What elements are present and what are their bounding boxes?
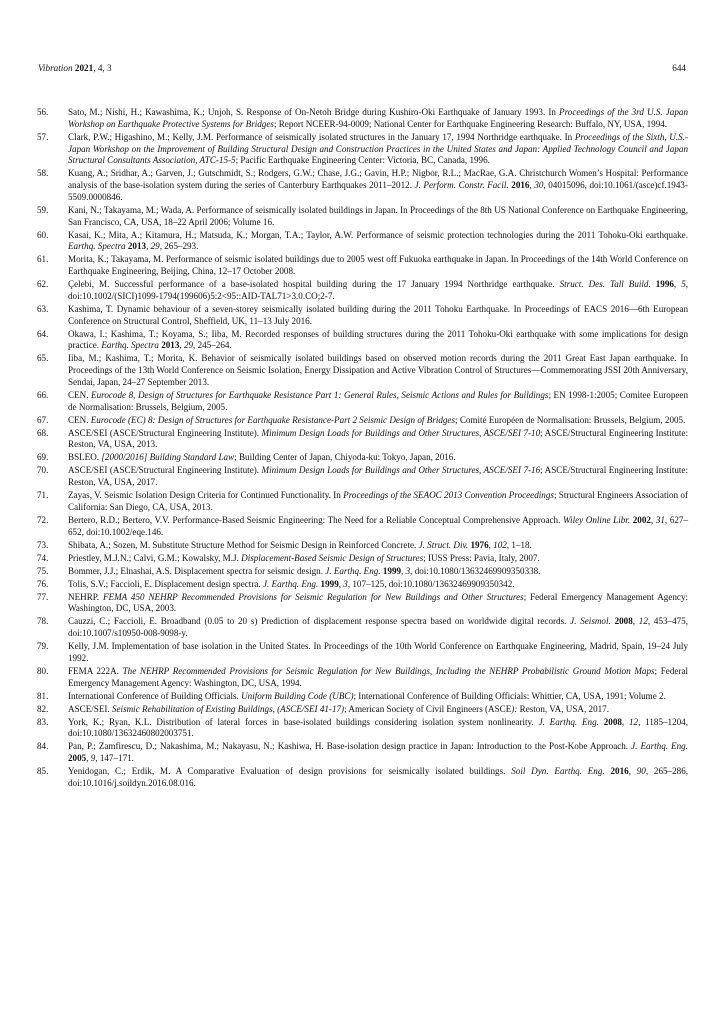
- reference-number: 83.: [37, 716, 49, 727]
- reference-year: 1976: [470, 539, 489, 550]
- reference-segment: CEN.: [68, 414, 91, 425]
- reference-italic-segment: Minimum Design Loads for Buildings and Other Structures, ASCE/SEI 7-16: [261, 465, 541, 476]
- reference-item: [37, 741, 688, 765]
- reference-item: [37, 579, 688, 591]
- reference-segment: Zayas, V. Seismic Isolation Design Criteria for Continued Functionality. In: [68, 490, 344, 500]
- reference-text: [68, 353, 688, 387]
- reference-number: 76.: [37, 578, 49, 589]
- reference-text: [68, 390, 688, 412]
- reference-italic-segment: FEMA 450 NEHRP Recommended Provisions for Seismic Regulation for New Buildings and Other Structures: [102, 591, 524, 602]
- reference-segment: ASCE/SEI (ASCE/Structural Engineering Institute).: [68, 465, 262, 476]
- reference-year: 1999: [382, 565, 402, 576]
- reference-year: 2008: [603, 716, 622, 727]
- reference-segment: ; EN 1998-1:2005; Comitee Europeen de Normalisation: Brussels, Belgium, 2005.: [68, 389, 689, 412]
- reference-number: 67.: [37, 414, 49, 425]
- reference-segment: ,: [146, 241, 151, 252]
- reference-segment: , 453–475, doi:10.1007/s10950-008-9098-y.: [68, 616, 689, 638]
- reference-year: 2005: [68, 753, 87, 763]
- reference-item: [37, 205, 688, 229]
- reference-item: [37, 666, 688, 690]
- reference-segment: Shibata, A.; Sozen, M. Substitute Structure Method for Seismic Design in Reinforced Concrete.: [68, 539, 419, 550]
- reference-segment: Bommer, J.J.; Elnashai, A.S. Displacement spectra for seismic design.: [68, 565, 326, 576]
- reference-number: 58.: [37, 168, 49, 179]
- journal-citation: [38, 63, 112, 73]
- reference-item: [37, 304, 688, 328]
- reference-text: [68, 304, 688, 326]
- reference-number: 66.: [37, 389, 49, 400]
- reference-year: 2002: [632, 514, 651, 525]
- reference-segment: , 265–286, doi:10.1016/j.soildyn.2016.08.016.: [68, 766, 689, 788]
- reference-segment: ; Federal Emergency Management Agency: Washington, DC, USA, 2003.: [68, 591, 689, 614]
- journal-volume-issue: , 4, 3: [93, 63, 112, 73]
- reference-number: 84.: [37, 741, 49, 752]
- reference-segment: Sato, M.; Nishi, H.; Kawashima, K.; Unjoh, S. Response of On-Netoh Bridge during Kushiro-Oki Earthquake of January 1993. In: [68, 107, 560, 117]
- reference-text: [68, 666, 688, 688]
- reference-item: [37, 592, 688, 616]
- reference-number: 65.: [37, 353, 49, 364]
- reference-italic-segment: J. Struct. Div.: [418, 539, 469, 550]
- reference-text: [68, 766, 688, 788]
- reference-item: [37, 717, 688, 741]
- reference-item: [37, 254, 688, 278]
- reference-item: [37, 329, 688, 353]
- reference-segment: , 107–125, doi:10.1080/13632469909350342.: [347, 578, 515, 589]
- reference-text: [68, 230, 688, 252]
- journal-year: 2021: [74, 63, 94, 73]
- reference-number: 64.: [37, 328, 49, 339]
- reference-segment: Yenidogan, C.; Erdik, M. A Comparative Evaluation of design provisions for seismically isolated buildings.: [68, 766, 512, 776]
- reference-text: [68, 132, 688, 166]
- reference-segment: ,: [632, 616, 639, 627]
- reference-item: [37, 766, 688, 790]
- reference-number: 57.: [37, 131, 49, 142]
- reference-italic-segment: 12: [638, 616, 648, 627]
- reference-italic-segment: ):: [511, 703, 518, 714]
- reference-text: [68, 415, 685, 425]
- reference-number: 79.: [37, 641, 49, 651]
- reference-text: [68, 616, 688, 638]
- reference-year: 2016: [511, 180, 530, 190]
- reference-year: 2008: [614, 616, 633, 627]
- reference-text: [68, 641, 688, 663]
- reference-segment: FEMA 222A.: [68, 665, 123, 676]
- reference-year: 2016: [610, 766, 629, 776]
- reference-italic-segment: J. Earthq. Eng.: [262, 578, 319, 589]
- reference-segment: , 245–264.: [193, 340, 232, 351]
- reference-text: [68, 691, 666, 701]
- reference-list: [37, 107, 688, 791]
- reference-number: 56.: [37, 107, 49, 117]
- reference-italic-segment: Uniform Building Code (UBC): [241, 690, 354, 701]
- reference-italic-segment: [2000/2016] Building Standard Law: [101, 452, 235, 463]
- reference-item: [37, 553, 688, 565]
- reference-item: [37, 452, 688, 464]
- reference-number: 80.: [37, 665, 49, 676]
- reference-item: [37, 490, 688, 514]
- reference-italic-segment: 5: [681, 279, 686, 289]
- reference-item: [37, 230, 688, 254]
- reference-italic-segment: Proceedings of the 3rd U.S. Japan Workshop on Earthquake Protective Systems for Bridges: [68, 107, 688, 129]
- reference-italic-segment: J. Earthq. Eng.: [325, 565, 381, 576]
- reference-segment: ASCE/SEI.: [68, 703, 112, 714]
- reference-segment: ; IUSS Press: Pavia, Italy, 2007.: [423, 552, 540, 563]
- reference-segment: ; Report NCEER-94-0009; National Center for Earthquake Engineering Research: Buffalo, NY, USA, 1994.: [273, 118, 668, 129]
- reference-segment: ; Pacific Earthquake Engineering Center: Victoria, BC, Canada, 1996.: [235, 155, 490, 166]
- reference-segment: Iiba, M.; Kashima, T.; Morita, K. Behavior of seismically isolated buildings based on observed motion records during the 2011 Great East Japan earthquake. In Proceedings of the 13th World Conference on Seismic Isolation, Energy Dissipation and Active Vibration Control of Structures—Commemorating JSSI 20th Anniversary, Sendai, Japan, 24–27 September 2013.: [68, 353, 688, 387]
- reference-text: [68, 704, 609, 714]
- reference-italic-segment: Seismic Rehabilitation of Existing Buildings, (ASCE/SEI 41-17): [111, 703, 345, 714]
- reference-item: [37, 132, 688, 167]
- reference-italic-segment: Soil Dyn. Earthq. Eng.: [511, 766, 605, 776]
- reference-text: [68, 741, 688, 763]
- reference-text: [68, 452, 456, 462]
- reference-item: [37, 107, 688, 131]
- reference-segment: ; Structural Engineers Association of California: San Diego, CA, USA, 2013.: [68, 490, 688, 512]
- reference-segment: ; International Conference of Building Officials: Whittier, CA, USA, 1991; Volume 2.: [353, 690, 666, 701]
- reference-segment: ASCE/SEI (ASCE/Structural Engineering Institute).: [68, 427, 262, 438]
- reference-segment: , 1185–1204, doi:10.1080/13632460802003751.: [68, 716, 689, 739]
- reference-number: 75.: [37, 565, 49, 576]
- reference-segment: ,: [628, 766, 637, 776]
- reference-number: 62.: [37, 279, 49, 289]
- reference-item: [37, 691, 688, 703]
- reference-text: [68, 717, 688, 739]
- reference-text: [68, 329, 688, 351]
- reference-italic-segment: 29: [183, 340, 194, 351]
- reference-italic-segment: J. Earthq. Eng.: [631, 741, 688, 752]
- reference-italic-segment: 12: [628, 716, 639, 727]
- reference-number: 77.: [37, 591, 49, 602]
- reference-year: 2013: [161, 340, 180, 351]
- reference-segment: , 1–18.: [506, 539, 532, 550]
- reference-segment: ,: [529, 180, 535, 190]
- reference-segment: ,: [338, 578, 344, 589]
- reference-text: [68, 168, 688, 202]
- reference-item: [37, 465, 688, 489]
- reference-segment: ,: [673, 279, 682, 289]
- reference-italic-segment: J. Earthq. Eng.: [538, 716, 599, 727]
- reference-number: 71.: [37, 490, 49, 500]
- journal-name: Vibration: [38, 63, 73, 73]
- reference-segment: Kashima, T. Dynamic behaviour of a seven-storey seismically isolated building during the 2011 Tohoku Earthquake. In Proceedings of EACS 2016—6th European Conference on Structural Control, Sheffield, UK, 11–13 July 2016.: [68, 303, 688, 326]
- reference-text: [68, 515, 688, 537]
- reference-text: [68, 566, 541, 576]
- reference-number: 81.: [37, 690, 49, 701]
- reference-segment: , 627–652, doi:10.1002/eqe.146.: [68, 514, 689, 537]
- reference-text: [68, 279, 688, 301]
- reference-text: [68, 490, 688, 512]
- page-number: 644: [672, 63, 686, 73]
- reference-item: [37, 428, 688, 452]
- reference-segment: ,: [86, 753, 91, 763]
- reference-italic-segment: Earthq. Spectra: [68, 241, 126, 252]
- reference-number: 70.: [37, 465, 49, 476]
- reference-segment: Kelly, J.M. Implementation of base isolation in the United States. In Proceedings of the 10th World Conference on Earthquake Engineering, Madrid, Spain, 19–24 July 1992.: [68, 641, 688, 663]
- reference-segment: Çelebi, M. Successful performance of a base-isolated hospital building during the 17 January 1994 Northridge earthquake.: [68, 279, 560, 289]
- reference-italic-segment: J. Seismol.: [570, 616, 611, 627]
- reference-italic-segment: 9: [90, 753, 96, 763]
- reference-italic-segment: Wiley Online Libr.: [562, 514, 631, 525]
- reference-italic-segment: Minimum Design Loads for Buildings and Other Structures, ASCE/SEI 7-10: [261, 427, 541, 438]
- reference-year: 1996: [655, 279, 674, 289]
- reference-number: 72.: [37, 514, 49, 525]
- reference-year: 2013: [127, 241, 147, 252]
- reference-italic-segment: Displacement-Based Seismic Design of Structures: [241, 552, 424, 563]
- reference-number: 74.: [37, 552, 49, 563]
- reference-segment: ,: [401, 565, 406, 576]
- reference-segment: ; American Society of Civil Engineers (ASCE: [344, 703, 512, 714]
- reference-segment: Clark, P.W.; Higashino, M.; Kelly, J.M. Performance of seismically isolated structures in the January 17, 1994 Northridge earthquake. In: [68, 131, 575, 142]
- reference-number: 59.: [37, 204, 49, 215]
- reference-number: 78.: [37, 616, 49, 627]
- reference-segment: York, K.; Ryan, K.L. Distribution of lateral forces in base-isolated buildings considering isolation system nonlinearity.: [68, 716, 539, 727]
- reference-segment: International Conference of Building Officials.: [68, 690, 242, 701]
- reference-segment: , doi:10.1080/13632469909350338.: [410, 565, 541, 576]
- reference-number: 61.: [37, 254, 49, 265]
- reference-italic-segment: 3: [405, 565, 411, 576]
- reference-segment: ; ASCE/Structural Engineering Institute: Reston, VA, USA, 2013.: [68, 427, 689, 450]
- reference-segment: , 147–171.: [95, 753, 134, 763]
- reference-text: [68, 592, 688, 614]
- reference-item: [37, 540, 688, 552]
- reference-italic-segment: Eurocode (EC) 8: Design of Structures for Earthquake Resistance-Part 2 Seismic Design of Bridges: [90, 414, 456, 425]
- reference-item: [37, 390, 688, 414]
- reference-segment: ,: [488, 539, 494, 550]
- reference-italic-segment: The NEHRP Recommended Provisions for Seismic Regulation for New Buildings, Including the NEHRP Probabilistic Ground Motion Maps: [122, 665, 655, 676]
- reference-item: [37, 168, 688, 203]
- reference-text: [68, 553, 540, 563]
- reference-number: 73.: [37, 539, 49, 550]
- reference-italic-segment: 31: [655, 514, 665, 525]
- reference-segment: ; ASCE/Structural Engineering Institute: Reston, VA, USA, 2017.: [68, 465, 689, 487]
- reference-segment: ; Building Center of Japan, Chiyoda-ku: Tokyo, Japan, 2016.: [234, 452, 456, 463]
- page-header: [38, 63, 686, 77]
- reference-segment: , doi:10.1002/(SICI)1099-1794(199606)5:2<95::AID-TAL71>3.0.CO;2-7.: [68, 279, 689, 301]
- reference-segment: BSLEO.: [68, 452, 102, 463]
- reference-year: 1999: [320, 578, 339, 589]
- reference-segment: CEN.: [68, 389, 92, 400]
- reference-segment: Bertero, R.D.; Bertero, V.V. Performance-Based Seismic Engineering: The Need for a Reliable Conceptual Comprehensive Approach.: [68, 514, 563, 525]
- reference-text: [68, 428, 688, 450]
- reference-item: [37, 515, 688, 539]
- reference-item: [37, 415, 688, 427]
- reference-italic-segment: Earthq. Spectra: [101, 340, 159, 351]
- reference-text: [68, 254, 688, 276]
- reference-italic-segment: 90: [636, 766, 646, 776]
- reference-number: 60.: [37, 229, 49, 240]
- reference-item: [37, 616, 688, 640]
- reference-italic-segment: 102: [493, 539, 507, 550]
- reference-segment: ; Federal Emergency Management Agency: Washington, DC, USA, 1994.: [68, 665, 689, 688]
- reference-text: [68, 205, 688, 227]
- reference-segment: ,: [650, 514, 656, 525]
- reference-segment: Kani, N.; Takayama, M.; Wada, A. Performance of seismically isolated buildings in Japan. In Proceedings of the 8th US National Conference on Earthquake Engineering, San Francisco, CA, USA, 18–22 April 2006; Volume 16.: [68, 204, 688, 227]
- reference-item: [37, 704, 688, 716]
- reference-segment: , 265–293.: [159, 241, 199, 252]
- reference-segment: Kuang, A.; Sridhar, A.; Garven, J.; Gutschmidt, S.; Rodgers, G.W.; Chase, J.G.; Gavin, H.P.; Nigbor, R.L.; MacRae, G.A. Christchurch Women’s Hospital: Performance analysis of the base-isolation system during the series of Canterbury Earthquakes 2011–2012.: [68, 168, 688, 190]
- reference-italic-segment: 29: [150, 241, 160, 252]
- reference-segment: ,: [179, 340, 184, 351]
- reference-item: [37, 566, 688, 578]
- reference-number: 82.: [37, 703, 49, 714]
- reference-italic-segment: Eurocode 8, Design of Structures for Earthquake Resistance Part 1: General Rules, Seismic Actions and Rules for Buildings: [91, 389, 549, 400]
- reference-italic-segment: J. Perform. Constr. Facil.: [414, 180, 509, 190]
- reference-italic-segment: Proceedings of the Sixth, U.S.-Japan Workshop on the Improvement of Building Structural Design and Construction Practices in the United States and Japan: Applied Technology Council and Japan Structural Consultants Association, ATC-15-5: [68, 131, 688, 166]
- reference-text: [68, 540, 532, 550]
- reference-segment: ,: [621, 716, 629, 727]
- reference-text: [68, 465, 688, 487]
- reference-segment: ; Comité Européen de Normalisation: Brussels, Belgium, 2005.: [455, 414, 686, 425]
- reference-item: [37, 353, 688, 388]
- reference-italic-segment: 30: [534, 180, 544, 190]
- reference-number: 63.: [37, 303, 49, 314]
- reference-text: [68, 579, 515, 589]
- reference-italic-segment: 3: [343, 578, 348, 589]
- reference-segment: Morita, K.; Takayama, M. Performance of seismic isolated buildings due to 2005 west off Fukuoka earthquake in Japan. In Proceedings of the 14th World Conference on Earthquake Engineering, Beijing, China, 12–17 October 2008.: [68, 254, 688, 276]
- reference-segment: Reston, VA, USA, 2017.: [517, 703, 609, 714]
- reference-italic-segment: Struct. Des. Tall Build.: [559, 279, 651, 289]
- reference-item: [37, 279, 688, 303]
- reference-segment: NEHRP.: [68, 591, 103, 602]
- reference-segment: Pan, P.; Zamfirescu, D.; Nakashima, M.; Nakayasu, N.; Kashiwa, H. Base-isolation design practice in Japan: Introduction to the Post-Kobe Approach.: [68, 741, 632, 752]
- reference-segment: Tolis, S.V.; Faccioli, E. Displacement design spectra.: [68, 578, 263, 589]
- reference-segment: , 04015096, doi:10.1061/(asce)cf.1943-5509.0000846.: [68, 180, 688, 202]
- reference-italic-segment: Proceedings of the SEAOC 2013 Convention Proceedings: [343, 490, 554, 500]
- reference-text: [68, 107, 688, 129]
- reference-number: 68.: [37, 427, 49, 438]
- reference-segment: Priestley, M.J.N.; Calvi, G.M.; Kowalsky, M.J.: [68, 552, 242, 563]
- reference-number: 69.: [37, 452, 49, 463]
- reference-segment: Cauzzi, C.; Faccioli, E. Broadband (0.05 to 20 s) Prediction of displacement response spectra based on worldwide digital records.: [68, 616, 571, 627]
- reference-item: [37, 641, 688, 665]
- reference-segment: Kasai, K.; Mita, A.; Kitamura, H.; Matsuda, K.; Morgan, T.A.; Taylor, A.W. Performance of seismic protection technologies during the 2011 Tohoku-Oki earthquake.: [68, 229, 688, 240]
- reference-number: 85.: [37, 766, 49, 776]
- reference-segment: Okawa, I.; Kashima, T.; Koyama, S.; Iiba, M. Recorded responses of building structures during the 2011 Tohoku-Oki earthquake with some implications for design practice.: [68, 328, 688, 351]
